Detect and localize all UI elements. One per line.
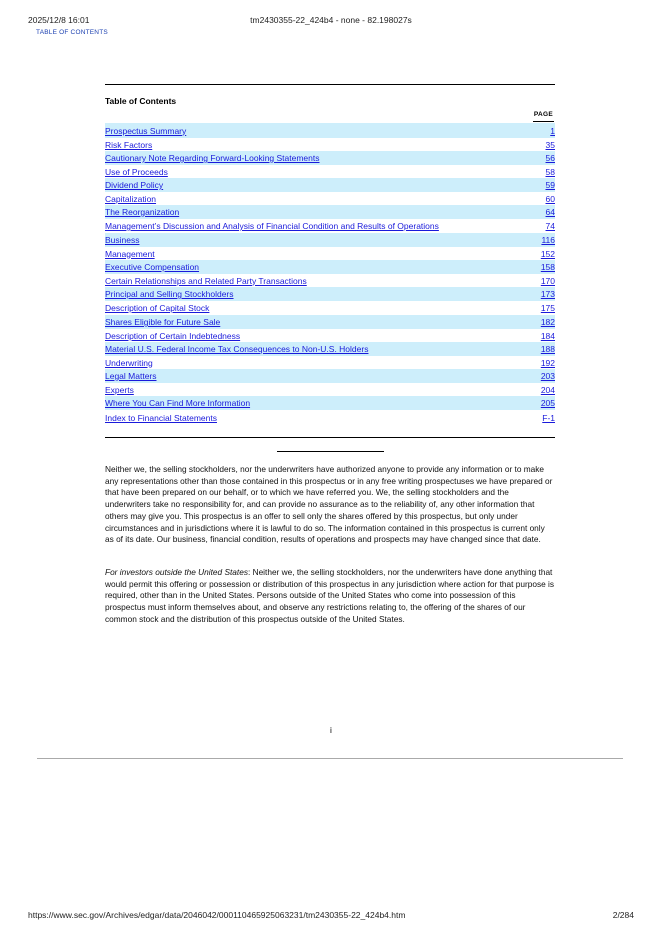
toc-page-link[interactable]: F-1 (542, 412, 555, 423)
toc-page-link[interactable]: 184 (540, 330, 555, 341)
toc-entry-link[interactable]: Use of Proceeds (105, 166, 168, 177)
toc-entry-link[interactable]: Shares Eligible for Future Sale (105, 317, 221, 327)
table-of-contents-link[interactable]: TABLE OF CONTENTS (36, 29, 108, 36)
toc-row (105, 165, 555, 178)
toc-row (105, 301, 555, 315)
toc-page-cell (515, 287, 555, 301)
toc-row (105, 315, 555, 329)
page-header-underline (533, 121, 554, 122)
page-number: i (330, 725, 332, 735)
disclaimer-paragraph: Neither we, the selling stockholders, nor the underwriters have authorized anyone to provide any information or to make any representations other than those contained in this prospectus or in any free writing prospectuses we have prepared or that have been prepared on our behalf, or to which we have referred you. We, the selling stockholders and the underwriters take no responsibility for, and can provide no assurance as to the reliability of, any other information that others may give you. This prospectus is an offer to sell only the shares offered by this prospectus, but only under circumstances and in jurisdictions where it is lawful to do so. The information contained in this prospectus is current only as of its date. Our business, financial condition, results of operations and prospects may have changed since that date. (105, 464, 553, 545)
toc-entry-link[interactable]: Prospectus Summary (105, 125, 187, 136)
toc-page-link[interactable]: 203 (540, 371, 555, 381)
toc-row (105, 329, 555, 342)
toc-entry-cell (105, 123, 515, 138)
toc-row (105, 138, 555, 151)
toc-entry-cell (105, 287, 515, 301)
toc-entry-cell (105, 329, 515, 342)
toc-page-cell (515, 138, 555, 151)
toc-entry-link[interactable]: The Reorganization (105, 207, 180, 217)
toc-page-link[interactable]: 158 (540, 262, 555, 272)
toc-row (105, 287, 555, 301)
toc-title: Table of Contents (105, 96, 177, 106)
toc-page-link[interactable]: 56 (545, 153, 555, 163)
print-datetime: 2025/12/8 16:01 (28, 15, 90, 25)
toc-entry-cell (105, 233, 515, 247)
toc-entry-link[interactable]: Description of Capital Stock (105, 303, 210, 313)
toc-entry-link[interactable]: Legal Matters (105, 371, 157, 381)
toc-row (105, 396, 555, 410)
toc-entry-cell (105, 315, 515, 329)
toc-page-link[interactable]: 152 (540, 248, 555, 259)
investors-outside-us-lead: For investors outside the United States (105, 567, 248, 577)
toc-row (105, 356, 555, 369)
toc-page-cell (515, 369, 555, 383)
toc-page-cell (515, 329, 555, 342)
toc-bottom-rule (105, 437, 555, 438)
toc-page-cell (515, 219, 555, 233)
toc-page-cell (515, 383, 555, 396)
toc-entry-link[interactable]: Certain Relationships and Related Party Transactions (105, 275, 307, 286)
toc-entry-cell (105, 396, 515, 410)
toc-page-link[interactable]: 192 (540, 357, 555, 368)
toc-row (105, 369, 555, 383)
toc-page-cell (515, 205, 555, 219)
toc-entry-link[interactable]: Executive Compensation (105, 262, 200, 272)
toc-page-cell (515, 247, 555, 260)
toc-entry-link[interactable]: Risk Factors (105, 139, 153, 150)
toc-entry-link[interactable]: Principal and Selling Stockholders (105, 289, 234, 299)
toc-page-cell (515, 301, 555, 315)
toc-page-cell (515, 233, 555, 247)
investors-outside-us-text: : Neither we, the selling stockholders, nor the underwriters have done anything that would permit this offering or possession or distribution of this prospectus in any jurisdiction where action for that purpose is required, other than in the United States. Persons outside of the United States who come into possession of this prospectus must inform themselves about, and observe any restrictions relating to, the offering of the shares of our common stock and the distribution of this prospectus outside of the United States. (105, 567, 555, 624)
toc-entry-cell (105, 165, 515, 178)
toc-page-cell (515, 178, 555, 192)
toc-page-link[interactable]: 204 (540, 384, 555, 395)
toc-row (105, 247, 555, 260)
toc-top-rule (105, 84, 555, 85)
toc-row (105, 274, 555, 287)
toc-row (105, 219, 555, 233)
toc-page-link[interactable]: 182 (540, 317, 555, 327)
toc-entry-link[interactable]: Material U.S. Federal Income Tax Consequences to Non-U.S. Holders (105, 344, 369, 354)
toc-page-link[interactable]: 74 (545, 221, 555, 231)
toc-row (105, 178, 555, 192)
toc-page-link[interactable]: 170 (540, 275, 555, 286)
print-url: https://www.sec.gov/Archives/edgar/data/2046042/000110465925063231/tm2430355-22_424b4.htm (28, 910, 406, 920)
toc-entry-link[interactable]: Management (105, 248, 155, 259)
toc-page-link[interactable]: 188 (540, 344, 555, 354)
toc-row (105, 410, 555, 425)
toc-row (105, 123, 555, 138)
toc-entry-link[interactable]: Management’s Discussion and Analysis of Financial Condition and Results of Operations (105, 221, 439, 231)
toc-entry-cell (105, 274, 515, 287)
toc-page-cell (515, 274, 555, 287)
toc-row (105, 233, 555, 247)
toc-entry-cell (105, 138, 515, 151)
toc-page-link[interactable]: 59 (545, 180, 555, 190)
toc-page-cell (515, 123, 555, 138)
toc-entry-cell (105, 247, 515, 260)
toc-entry-link[interactable]: Description of Certain Indebtedness (105, 330, 241, 341)
toc-entry-link[interactable]: Business (105, 235, 140, 245)
toc-entry-cell (105, 178, 515, 192)
toc-entry-cell (105, 301, 515, 315)
toc-entry-cell (105, 356, 515, 369)
toc-page-cell (515, 342, 555, 356)
investors-outside-us-paragraph (105, 567, 555, 626)
toc-page-cell (515, 192, 555, 205)
toc-entry-cell (105, 342, 515, 356)
toc-table (105, 123, 555, 425)
toc-page-link[interactable]: 64 (545, 207, 555, 217)
toc-entry-cell (105, 369, 515, 383)
toc-row (105, 383, 555, 396)
toc-page-cell (515, 356, 555, 369)
toc-row (105, 151, 555, 165)
toc-entry-cell (105, 410, 515, 425)
toc-entry-link[interactable]: Capitalization (105, 193, 157, 204)
toc-entry-cell (105, 151, 515, 165)
toc-page-link[interactable]: 58 (545, 166, 555, 177)
toc-page-link[interactable]: 35 (545, 139, 555, 150)
toc-entry-link[interactable]: Dividend Policy (105, 180, 164, 190)
toc-row (105, 260, 555, 274)
toc-entry-link[interactable]: Index to Financial Statements (105, 412, 217, 423)
toc-page-link[interactable]: 173 (540, 289, 555, 299)
toc-row (105, 342, 555, 356)
toc-entry-link[interactable]: Where You Can Find More Information (105, 398, 251, 408)
toc-entry-cell (105, 192, 515, 205)
toc-page-link[interactable]: 116 (541, 235, 555, 245)
toc-page-cell (515, 151, 555, 165)
section-separator (277, 451, 384, 452)
toc-page-cell (515, 165, 555, 178)
page-bottom-rule (37, 758, 623, 759)
print-page-count: 2/284 (612, 910, 634, 920)
toc-entry-link[interactable]: Underwriting (105, 357, 153, 368)
toc-entry-cell (105, 205, 515, 219)
toc-row (105, 192, 555, 205)
toc-page-link[interactable]: 1 (550, 125, 555, 136)
toc-entry-cell (105, 219, 515, 233)
print-doc-title: tm2430355-22_424b4 - none - 82.198027s (250, 15, 412, 25)
toc-entry-cell (105, 260, 515, 274)
toc-page-cell (515, 396, 555, 410)
toc-row (105, 205, 555, 219)
toc-page-link[interactable]: 205 (540, 398, 555, 408)
toc-page-column-header: PAGE (533, 111, 553, 118)
toc-page-link[interactable]: 60 (545, 193, 555, 204)
toc-entry-link[interactable]: Cautionary Note Regarding Forward-Looking Statements (105, 153, 320, 163)
toc-page-link[interactable]: 175 (540, 303, 555, 313)
toc-page-cell (515, 260, 555, 274)
toc-entry-link[interactable]: Experts (105, 384, 134, 395)
toc-entry-cell (105, 383, 515, 396)
toc-page-cell (515, 315, 555, 329)
toc-page-cell (515, 410, 555, 425)
